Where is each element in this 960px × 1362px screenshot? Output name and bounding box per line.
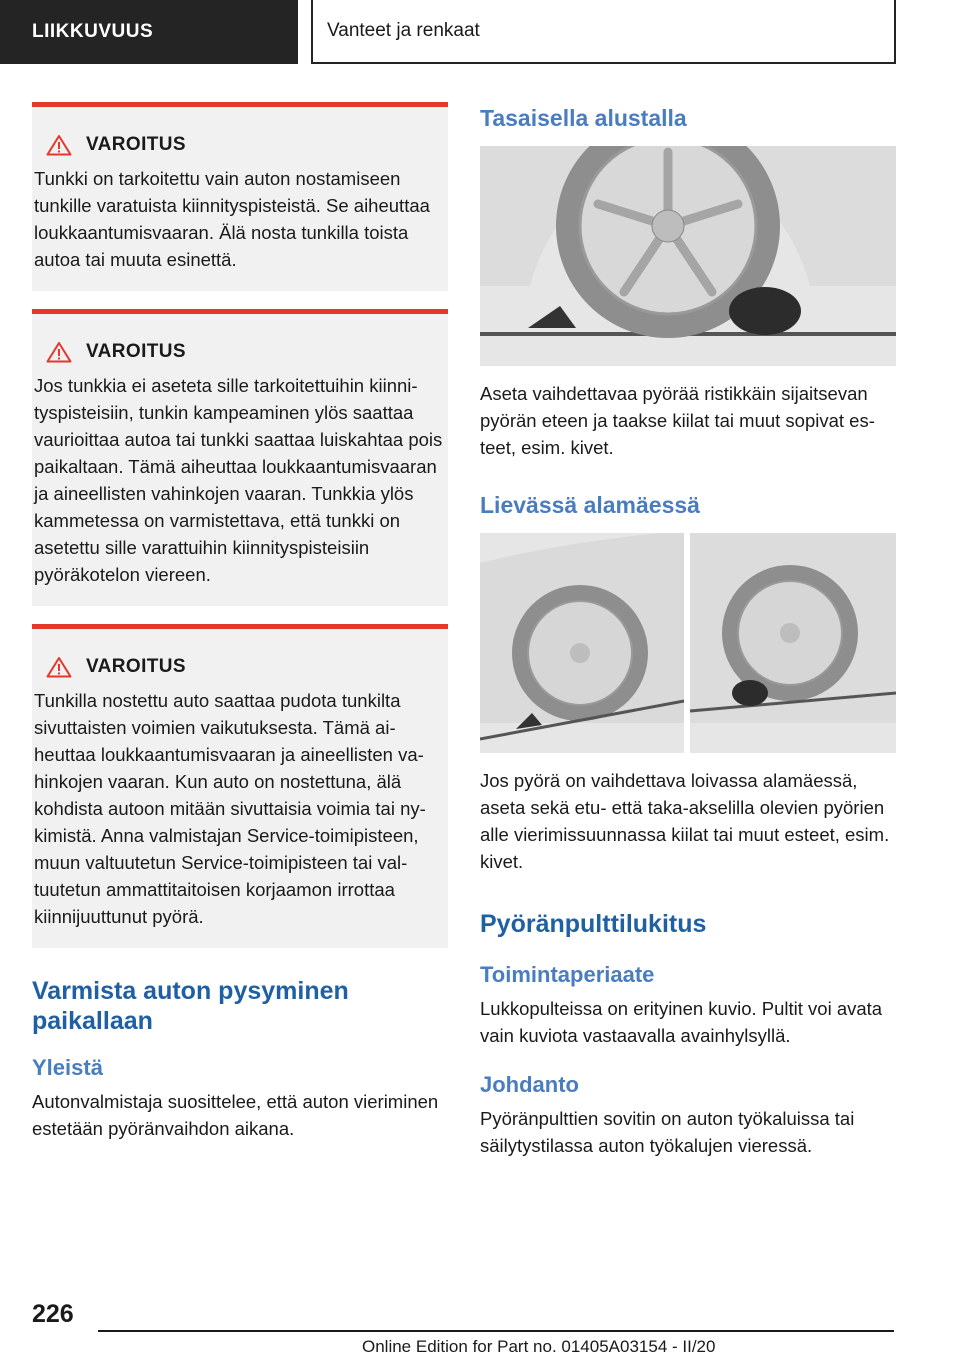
warning-box <box>32 624 448 948</box>
subsection-heading: Lievässä alamäessä <box>480 492 700 518</box>
car-slope-chocks-image <box>480 533 896 753</box>
paragraph: Lukkopulteissa on erityinen kuvio. Pultit voi avata vain kuviota vastaavalla avainhylsyllä. <box>480 998 883 1046</box>
car-wheel-chocks-image <box>480 146 896 366</box>
section-heading: Varmista auton pysyminen paikallaan <box>32 977 349 1035</box>
warning-title: VAROITUS <box>86 341 186 362</box>
paragraph: Jos pyörä on vaihdettava loivassa alamäessä, aseta sekä etu- että taka-akselilla olevien pyörien alle vierimissuunnassa kiilat tai muut esteet, esim. kivet. <box>480 770 890 872</box>
paragraph: Autonvalmistaja suosittelee, että auton vieriminen estetään pyöränvaihdon aikana. <box>32 1091 439 1139</box>
warning-title: VAROITUS <box>86 134 186 155</box>
slope-illustration <box>480 533 896 753</box>
flat-ground-illustration <box>480 146 896 366</box>
chapter-title: Vanteet ja renkaat <box>311 0 896 64</box>
section-heading: Pyöränpulttilukitus <box>480 910 707 938</box>
subsection-heading: Johdanto <box>480 1072 579 1097</box>
warning-text: Jos tunkkia ei aseteta sille tarkoitettuihin kiinnityspisteisiin, tunkin kampeaminen ylös saattaa vaurioittaa autoa tai tunkki saattaa luiskahtaa pois paikaltaan. Tämä aiheuttaa loukkaantumisvaaran ja aineellisten vahinkojen vaaran. Tunkkia ylös kammetessa on varmistettava, että tunkki on asetettu sille varattuihin kiinnityspisteisiin pyöräkotelon viereen. <box>34 375 443 585</box>
right-column <box>480 102 896 1159</box>
edition-note: Online Edition for Part no. 01405A03154 - II/20 <box>362 1337 716 1356</box>
footer-divider <box>98 1330 894 1332</box>
page-number: 226 <box>32 1300 74 1328</box>
paragraph: Aseta vaihdettavaa pyörää ristikkäin sijaitsevan pyörän eteen ja taakse kiilat tai muut sopivat esteet, esim. kivet. <box>480 383 875 458</box>
warning-triangle-icon <box>46 134 72 156</box>
warning-box <box>32 309 448 606</box>
section-tab: LIIKKUVUUS <box>0 0 298 64</box>
subsection-heading: Tasaisella alustalla <box>480 105 687 131</box>
warning-text: Tunkilla nostettu auto saattaa pudota tunkilta sivuttaisten voimien vaikutuksesta. Tämä aiheuttaa loukkaantumisvaaran ja aineellisten vahinkojen vaaran. Kun auto on nostettuna, älä kohdista autoon mitään sivuttaisia voimia tai nykimistä. Anna valmistajan Service-toimipisteen, muun valtuutetun Service-toimipisteen tai valtuutetun ammattitaitoisen korjaamon irrottaa kiinnijuuttunut pyörä. <box>34 690 426 927</box>
subsection-heading: Toimintaperiaate <box>480 962 655 987</box>
warning-title: VAROITUS <box>86 656 186 677</box>
left-column <box>32 102 448 1142</box>
warning-triangle-icon <box>46 656 72 678</box>
warning-text: Tunkki on tarkoitettu vain auton nostamiseen tunkille varatuista kiinnityspisteistä. Se aiheuttaa loukkaantumisvaaran. Älä nosta tunkilla toista autoa tai muuta esinettä. <box>34 168 430 270</box>
warning-triangle-icon <box>46 341 72 363</box>
subsection-heading: Yleistä <box>32 1055 103 1080</box>
paragraph: Pyöränpulttien sovitin on auton työkaluissa tai säilytystilassa auton työkalujen vieressä. <box>480 1108 855 1156</box>
warning-box <box>32 102 448 291</box>
